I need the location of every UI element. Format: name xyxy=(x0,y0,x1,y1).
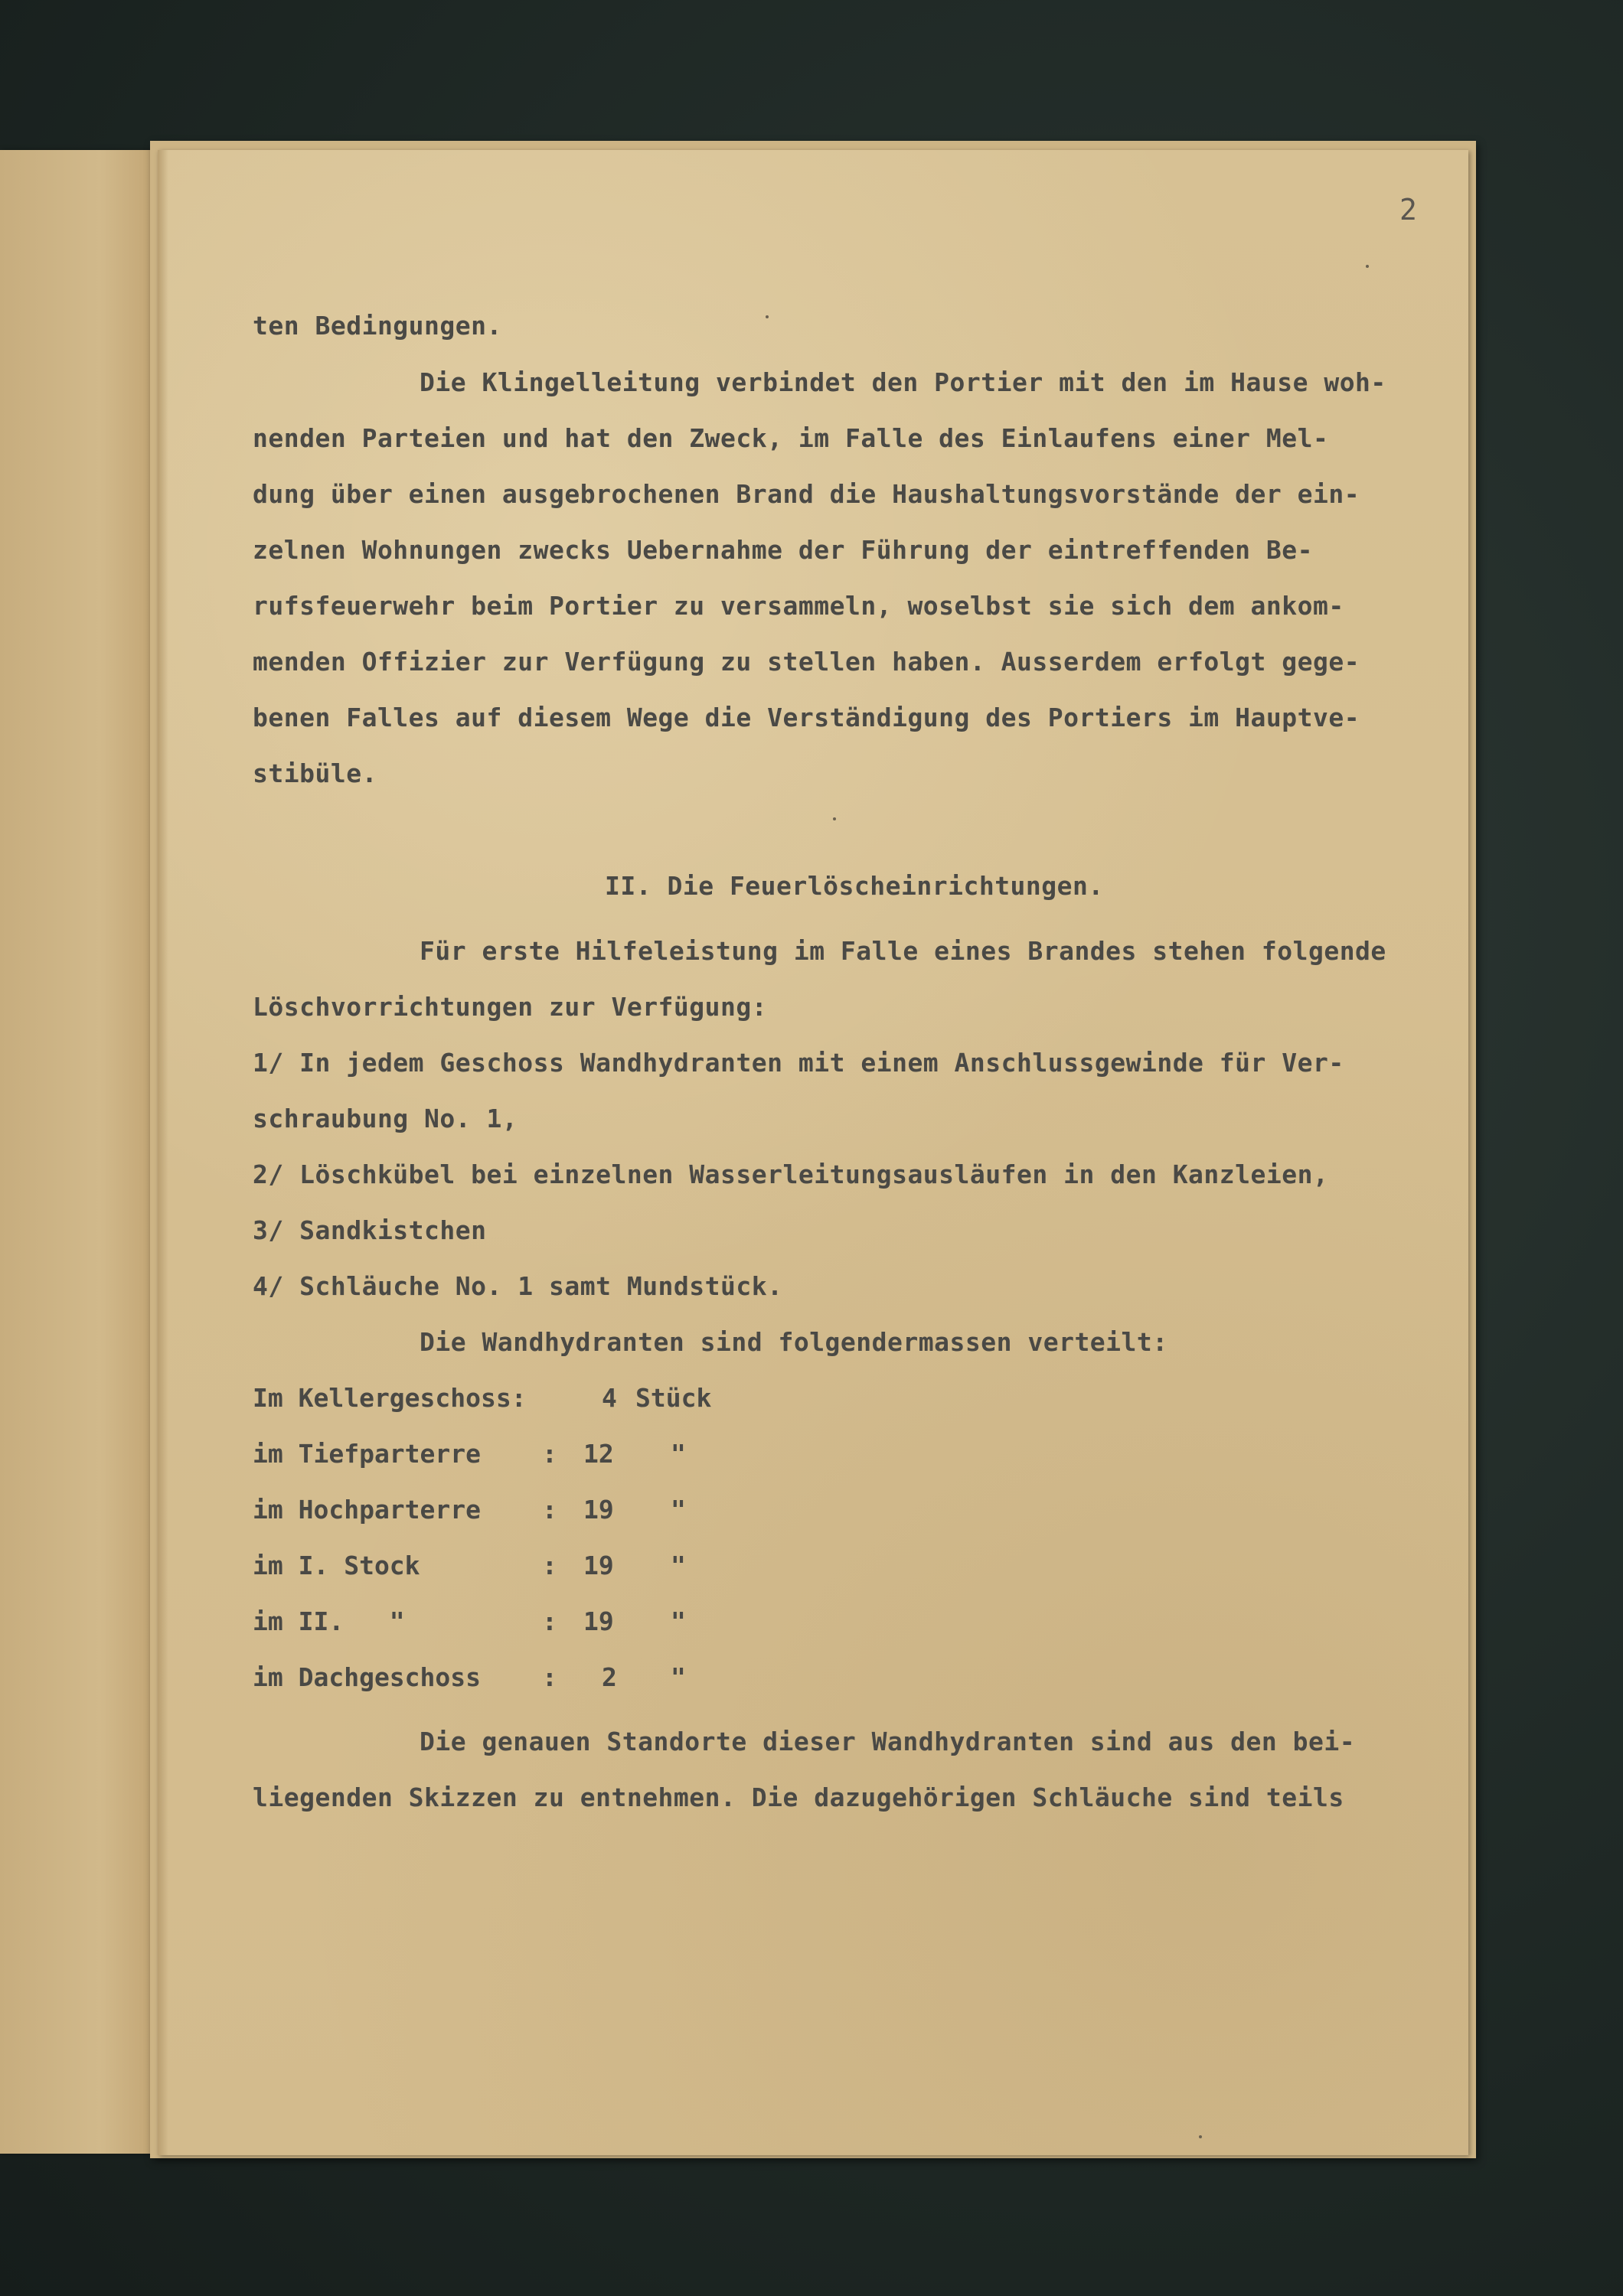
row-separator: : xyxy=(542,1662,557,1692)
text-line: liegenden Skizzen zu entnehmen. Die dazugehörigen Schläuche sind teils xyxy=(253,1782,1344,1812)
text-line: nenden Parteien und hat den Zweck, im Falle des Einlaufens einer Mel- xyxy=(253,423,1329,453)
count-unit: " xyxy=(671,1662,686,1692)
hydrant-count: 19 xyxy=(583,1495,614,1525)
text-line: ten Bedingungen. xyxy=(253,311,502,341)
hydrant-count: 19 xyxy=(583,1606,614,1636)
count-unit: " xyxy=(671,1439,686,1469)
list-item: 1/ In jedem Geschoss Wandhydranten mit einem Anschlussgewinde für Ver- xyxy=(253,1048,1344,1078)
count-unit: Stück xyxy=(635,1383,712,1413)
floor-label: im Dachgeschoss xyxy=(253,1662,482,1692)
page-binding-edge xyxy=(158,150,168,2155)
text-line: menden Offizier zur Verfügung zu stellen haben. Ausserdem erfolgt gege- xyxy=(253,647,1360,677)
paper-speck xyxy=(1199,2135,1202,2138)
row-separator: : xyxy=(542,1439,557,1469)
count-unit: " xyxy=(671,1606,686,1636)
paper-speck xyxy=(766,315,769,318)
row-separator: : xyxy=(542,1606,557,1636)
text-line: rufsfeuerwehr beim Portier zu versammeln, woselbst sie sich dem ankom- xyxy=(253,591,1344,621)
floor-label: im I. Stock xyxy=(253,1551,420,1580)
page-number: 2 xyxy=(1399,193,1417,227)
row-separator: : xyxy=(542,1495,557,1525)
previous-page-edge xyxy=(0,150,167,2154)
text-line: Für erste Hilfeleistung im Falle eines Brandes stehen folgende xyxy=(420,936,1386,966)
text-line: benen Falles auf diesem Wege die Verständigung des Portiers im Hauptve- xyxy=(253,703,1360,732)
floor-label: im II. " xyxy=(253,1606,405,1636)
list-item: 2/ Löschkübel bei einzelnen Wasserleitungsausläufen in den Kanzleien, xyxy=(253,1159,1329,1189)
paper-speck xyxy=(1366,265,1369,268)
text-line: stibüle. xyxy=(253,758,377,788)
text-line: Die genauen Standorte dieser Wandhydranten sind aus den bei- xyxy=(420,1727,1356,1756)
text-line: dung über einen ausgebrochenen Brand die Haushaltungsvorstände der ein- xyxy=(253,479,1360,509)
section-heading: II. Die Feuerlöscheinrichtungen. xyxy=(605,871,1104,901)
paper-speck xyxy=(833,817,836,820)
text-line: Die Klingelleitung verbindet den Portier mit den im Hause woh- xyxy=(420,367,1386,397)
count-unit: " xyxy=(671,1551,686,1580)
list-item-continuation: schraubung No. 1, xyxy=(253,1104,518,1133)
hydrant-count: 4 xyxy=(602,1383,617,1413)
floor-label: im Hochparterre xyxy=(253,1495,482,1525)
text-line: Löschvorrichtungen zur Verfügung: xyxy=(253,992,768,1022)
floor-label: Im Kellergeschoss: xyxy=(253,1383,527,1413)
floor-label: im Tiefparterre xyxy=(253,1439,482,1469)
row-separator: : xyxy=(542,1551,557,1580)
hydrant-count: 12 xyxy=(583,1439,614,1469)
count-unit: " xyxy=(671,1495,686,1525)
hydrant-count: 2 xyxy=(602,1662,617,1692)
text-line: Die Wandhydranten sind folgendermassen verteilt: xyxy=(420,1327,1168,1357)
text-line: zelnen Wohnungen zwecks Uebernahme der Führung der eintreffenden Be- xyxy=(253,535,1314,565)
hydrant-count: 19 xyxy=(583,1551,614,1580)
list-item: 3/ Sandkistchen xyxy=(253,1215,487,1245)
list-item: 4/ Schläuche No. 1 samt Mundstück. xyxy=(253,1271,783,1301)
